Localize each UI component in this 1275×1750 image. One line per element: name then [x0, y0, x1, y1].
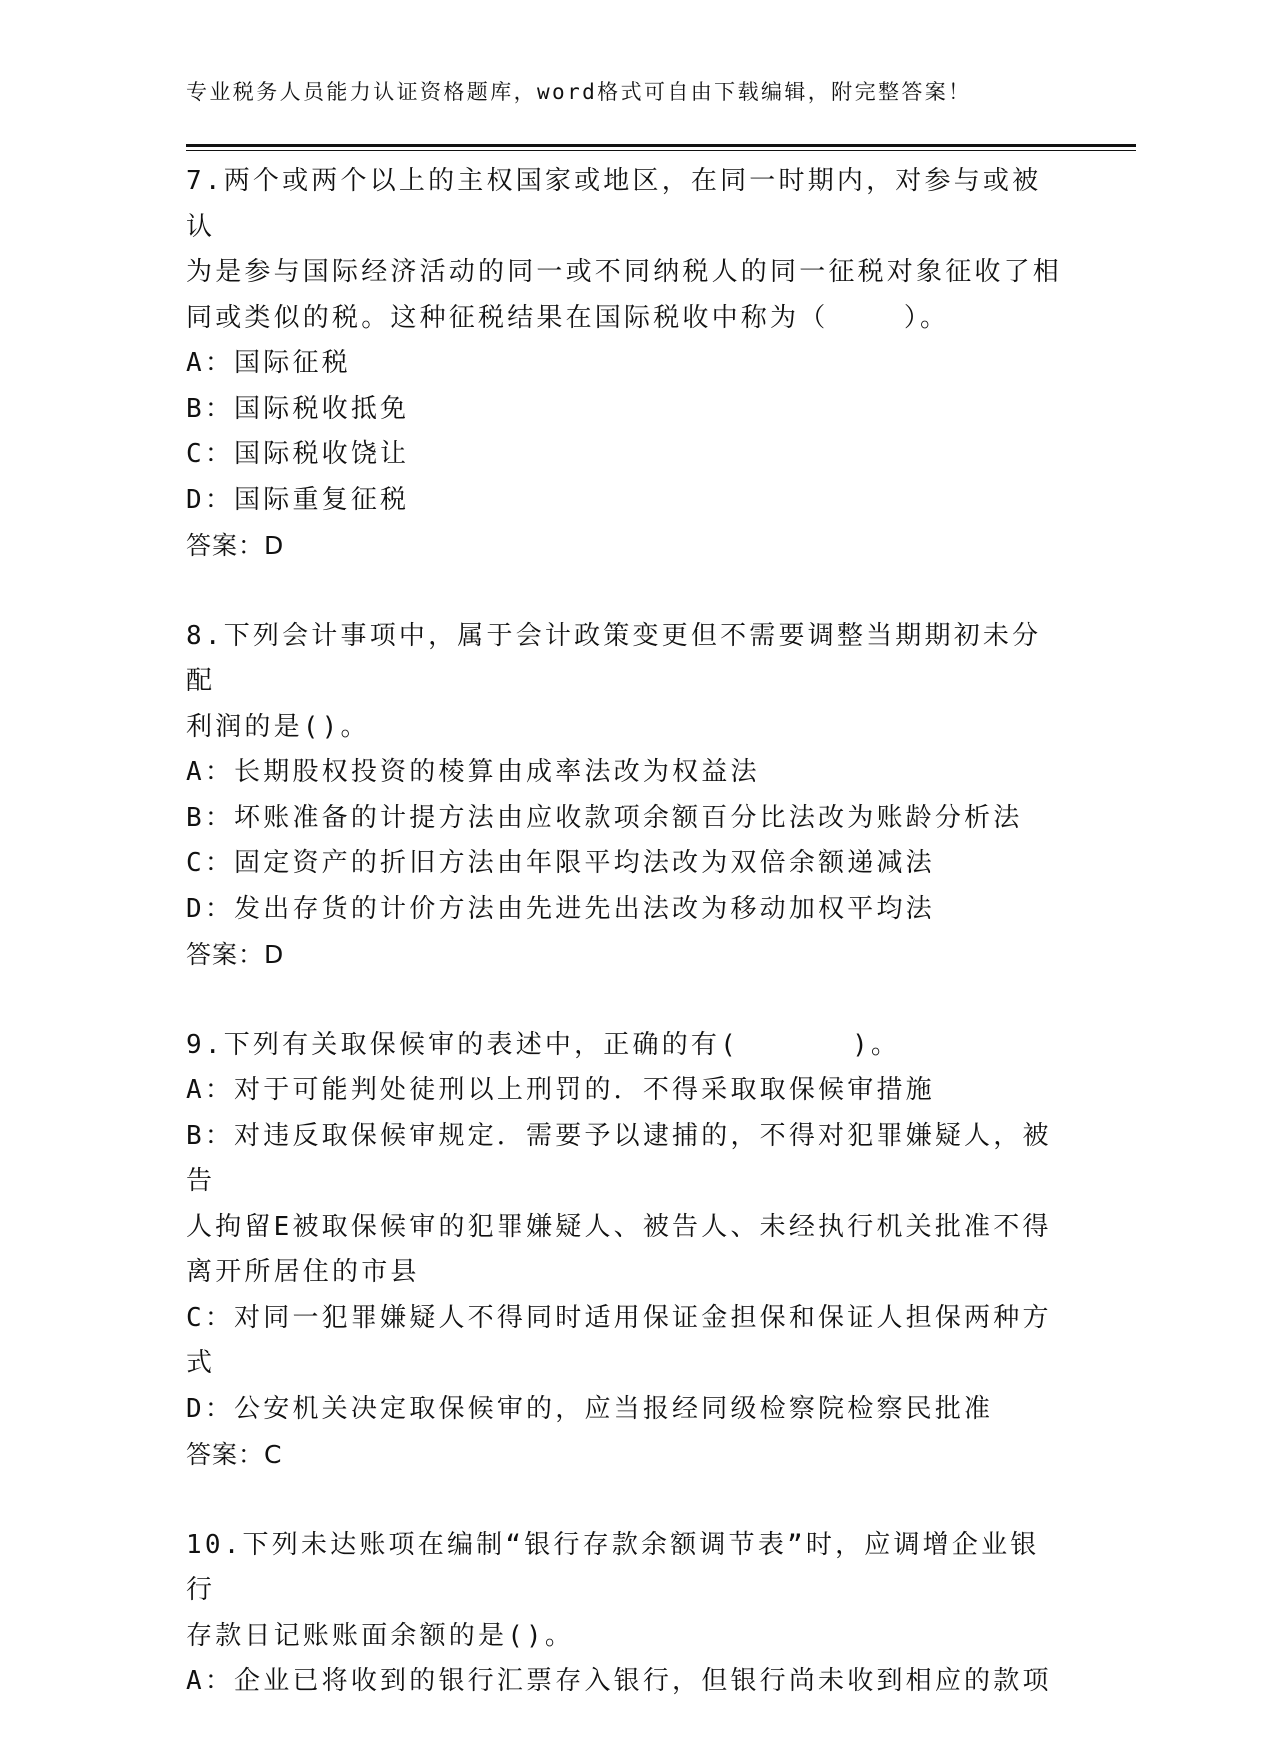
question-8	[186, 614, 1066, 978]
option-a: A：企业已将收到的银行汇票存入银行，但银行尚未收到相应的款项	[186, 1666, 1052, 1696]
option-d: D：国际重复征税	[186, 484, 410, 515]
question-line: 9.下列有关取保候审的表述中，正确的有( )。	[186, 1029, 901, 1060]
question-9	[186, 1023, 1066, 1478]
question-line: 10.下列未达账项在编制“银行存款余额调节表”时，应调增企业银行	[186, 1529, 1040, 1605]
question-line: 7.两个或两个以上的主权国家或地区，在同一时期内，对参与或被认	[186, 166, 1042, 242]
answer: 答案：D	[186, 940, 285, 969]
option-c: C：国际税收饶让	[186, 439, 410, 469]
option-c: C：对同一犯罪嫌疑人不得同时适用保证金担保和保证人担保两种方式	[186, 1302, 1052, 1378]
option-a: A：对于可能判处徒刑以上刑罚的．不得采取取保候审措施	[186, 1075, 935, 1105]
question-7	[186, 159, 1066, 569]
question-list	[186, 159, 1066, 1750]
question-line: 利润的是()。	[186, 711, 370, 742]
option-d: D：公安机关决定取保候审的，应当报经同级检察院检察民批准	[186, 1393, 994, 1424]
page-header: 专业税务人员能力认证资格题库，word格式可自由下载编辑，附完整答案！	[186, 80, 972, 104]
answer: 答案：D	[186, 531, 285, 560]
question-line: 为是参与国际经济活动的同一或不同纳税人的同一征税对象征收了相	[186, 257, 1063, 287]
question-line: 同或类似的税。这种征税结果在国际税收中称为（ ）。	[186, 302, 950, 333]
option-a: A：国际征税	[186, 348, 351, 378]
question-10	[186, 1523, 1066, 1705]
option-b: B：坏账准备的计提方法由应收款项余额百分比法改为账龄分析法	[186, 802, 1023, 833]
option-b: B：国际税收抵免	[186, 393, 410, 424]
question-line: 存款日记账账面余额的是()。	[186, 1620, 575, 1651]
option-b-cont: 人拘留E被取保候审的犯罪嫌疑人、被告人、未经执行机关批准不得	[186, 1211, 1052, 1242]
option-b-cont: 离开所居住的市县	[186, 1257, 420, 1287]
option-d: D：发出存货的计价方法由先进先出法改为移动加权平均法	[186, 893, 935, 924]
option-c: C：固定资产的折旧方法由年限平均法改为双倍余额递减法	[186, 848, 935, 878]
header-rule-thin	[186, 150, 1136, 151]
answer: 答案：C	[186, 1440, 283, 1469]
header-rule-thick	[186, 144, 1136, 147]
question-line: 8.下列会计事项中，属于会计政策变更但不需要调整当期期初未分配	[186, 620, 1042, 696]
option-b: B：对违反取保候审规定．需要予以逮捕的，不得对犯罪嫌疑人，被告	[186, 1120, 1052, 1196]
option-a: A：长期股权投资的棱算由成率法改为权益法	[186, 757, 760, 787]
